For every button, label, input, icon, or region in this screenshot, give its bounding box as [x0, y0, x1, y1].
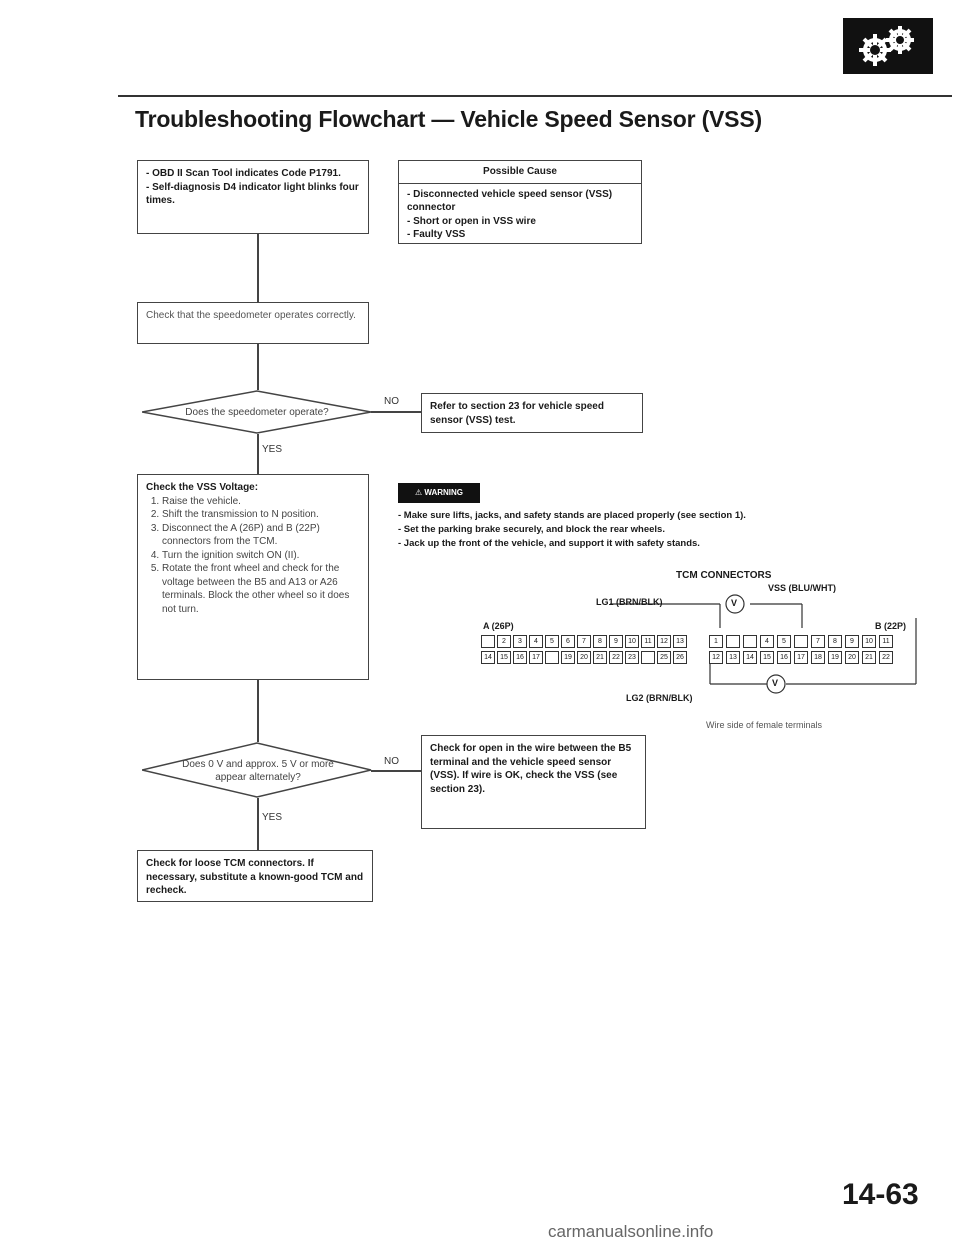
- vss-voltage-heading: Check the VSS Voltage:: [146, 482, 259, 493]
- vss-step: 3. Disconnect the A (26P) and B (22P) connectors from the TCM.: [162, 522, 360, 549]
- pin-b: 20: [845, 651, 859, 664]
- final-check-box: [137, 850, 373, 902]
- a-connector-label: A (26P): [483, 621, 514, 631]
- pin-a: 15: [497, 651, 511, 664]
- gears-icon: [843, 18, 933, 74]
- lg2-label: LG2 (BRN/BLK): [626, 693, 693, 703]
- warning-item: - Jack up the front of the vehicle, and support it with safety stands.: [398, 537, 700, 549]
- pin-b: 22: [879, 651, 893, 664]
- pin-b: 5: [777, 635, 791, 648]
- flow-connector: [257, 680, 259, 742]
- pin-b: 18: [811, 651, 825, 664]
- pin-a: 22: [609, 651, 623, 664]
- no-label: NO: [384, 756, 399, 767]
- pin-a: 9: [609, 635, 623, 648]
- flow-connector: [257, 798, 259, 850]
- yes-label: YES: [262, 444, 283, 455]
- possible-cause-box: [398, 160, 642, 244]
- pin-b: 9: [845, 635, 859, 648]
- pin-a: 4: [529, 635, 543, 648]
- refer-section-box: [421, 393, 643, 433]
- flow-connector: [257, 344, 259, 390]
- pin-b: [794, 635, 808, 648]
- yes-label: YES: [262, 812, 283, 823]
- pin-a: [641, 651, 655, 664]
- page-title: Troubleshooting Flowchart — Vehicle Speed Sensor (VSS): [135, 106, 762, 132]
- vss-step: 1. Raise the vehicle.: [162, 495, 360, 509]
- pin-a: 3: [513, 635, 527, 648]
- connectors-title: TCM CONNECTORS: [676, 570, 772, 581]
- pin-a: 13: [673, 635, 687, 648]
- pin-a: 16: [513, 651, 527, 664]
- possible-cause-heading: Possible Cause: [399, 161, 641, 184]
- pin-b: 14: [743, 651, 757, 664]
- vss-step: 5. Rotate the front wheel and check for the voltage between the B5 and A13 or A26 terminals. Block the other wheel so it does not turn.: [162, 562, 360, 616]
- pin-b: 21: [862, 651, 876, 664]
- pin-a: 21: [593, 651, 607, 664]
- meter-symbol: V: [772, 678, 779, 688]
- pin-b: 8: [828, 635, 842, 648]
- decision-voltage-text: Does 0 V and approx. 5 V or more appear alternately?: [182, 759, 334, 783]
- pin-a: [481, 635, 495, 648]
- cause-item: - Disconnected vehicle speed sensor (VSS) connector: [407, 188, 613, 213]
- pin-a: 26: [673, 651, 687, 664]
- pin-b: 13: [726, 651, 740, 664]
- flow-connector: [257, 434, 259, 474]
- pin-a: 6: [561, 635, 575, 648]
- warning-item: - Make sure lifts, jacks, and safety stands are placed properly (see section 1).: [398, 510, 746, 521]
- warning-list: [398, 509, 868, 550]
- pin-a: 5: [545, 635, 559, 648]
- flow-connector: [371, 770, 421, 772]
- start-condition-box: [137, 160, 369, 234]
- pin-a: 25: [657, 651, 671, 664]
- pin-a: 2: [497, 635, 511, 648]
- pin-b: 7: [811, 635, 825, 648]
- pin-b: 1: [709, 635, 723, 648]
- check-speedometer-box: [137, 302, 369, 344]
- cause-item: - Faulty VSS: [407, 229, 466, 240]
- pin-b: 19: [828, 651, 842, 664]
- pin-a: 10: [625, 635, 639, 648]
- connector-caption: Wire side of female terminals: [706, 720, 823, 730]
- pin-b: 16: [777, 651, 791, 664]
- pin-a: 19: [561, 651, 575, 664]
- vss-voltage-box: [137, 474, 369, 680]
- header-rule: [118, 95, 952, 97]
- pin-a: 20: [577, 651, 591, 664]
- refer-section-text: Refer to section 23 for vehicle speed sensor (VSS) test.: [430, 401, 604, 426]
- pin-b: 17: [794, 651, 808, 664]
- check-speedometer-text: Check that the speedometer operates correctly.: [146, 310, 356, 321]
- pin-b: 11: [879, 635, 893, 648]
- final-check-text: Check for loose TCM connectors. If necessary, substitute a known-good TCM and recheck.: [146, 858, 364, 896]
- vss-step: 4. Turn the ignition switch ON (II).: [162, 549, 360, 563]
- check-open-wire-text: Check for open in the wire between the B5 terminal and the vehicle speed sensor (VSS). If wire is OK, check the VSS (see section 23).: [430, 743, 632, 795]
- flow-connector: [257, 234, 259, 302]
- pin-b: 4: [760, 635, 774, 648]
- decision-speedometer-text: Does the speedometer operate?: [185, 407, 329, 418]
- start-line-1: - OBD II Scan Tool indicates Code P1791.: [146, 168, 341, 179]
- lg1-label: LG1 (BRN/BLK): [596, 597, 663, 607]
- start-line-2: - Self-diagnosis D4 indicator light blinks four times.: [146, 181, 359, 206]
- watermark: carmanualsonline.info: [548, 1222, 714, 1241]
- cause-item: - Short or open in VSS wire: [407, 215, 536, 227]
- pin-a: 12: [657, 635, 671, 648]
- pin-a: 11: [641, 635, 655, 648]
- vss-step: 2. Shift the transmission to N position.: [162, 508, 360, 522]
- pin-a: 8: [593, 635, 607, 648]
- pin-a: 17: [529, 651, 543, 664]
- pin-a: 7: [577, 635, 591, 648]
- meter-symbol: V: [731, 598, 738, 608]
- connector-a: [481, 632, 703, 666]
- pin-b: 15: [760, 651, 774, 664]
- vss-label: VSS (BLU/WHT): [768, 583, 836, 593]
- page-number: 14-63: [842, 1178, 919, 1211]
- warning-badge: ⚠ WARNING: [398, 483, 480, 503]
- no-label: NO: [384, 396, 399, 407]
- pin-b: [726, 635, 740, 648]
- flow-connector: [371, 411, 421, 413]
- check-open-wire-box: [421, 735, 646, 829]
- pin-b: 10: [862, 635, 876, 648]
- pin-a: 14: [481, 651, 495, 664]
- pin-a: 23: [625, 651, 639, 664]
- connector-b: [709, 632, 909, 666]
- pin-a: [545, 651, 559, 664]
- pin-b: 12: [709, 651, 723, 664]
- warning-item: - Set the parking brake securely, and block the rear wheels.: [398, 523, 665, 535]
- b-connector-label: B (22P): [875, 621, 907, 631]
- pin-b: [743, 635, 757, 648]
